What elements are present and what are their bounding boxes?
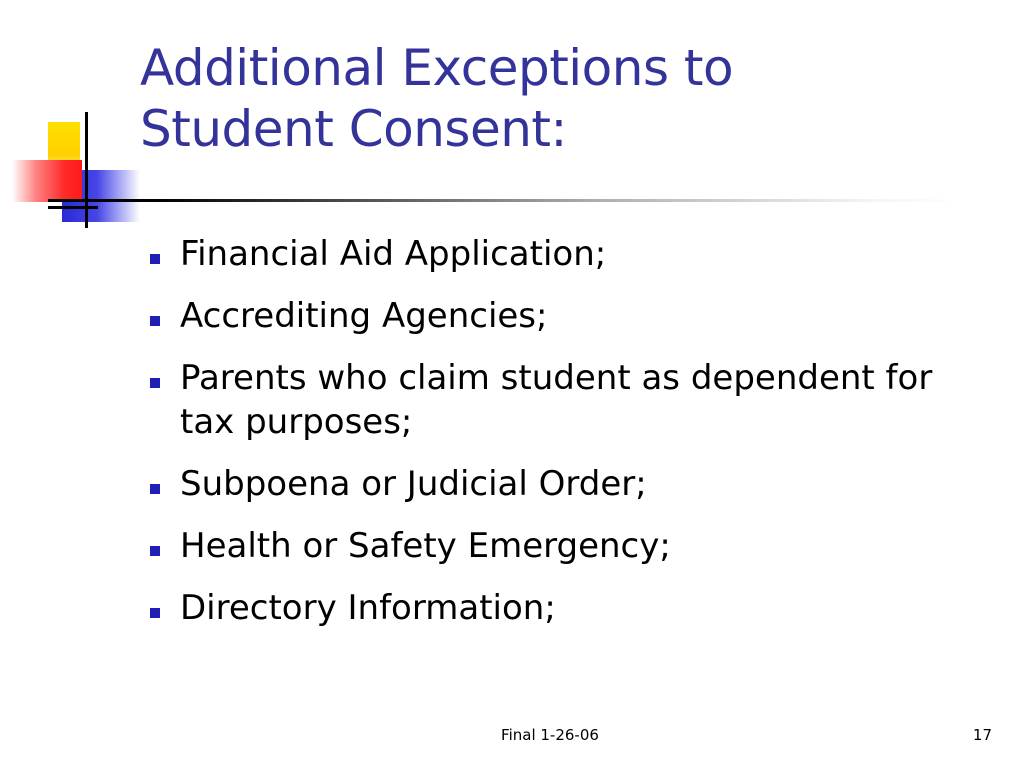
bullet-item (150, 294, 970, 338)
footer-date: Final 1-26-06 (501, 726, 599, 744)
vertical-rule (85, 112, 88, 228)
bullet-item (150, 462, 970, 506)
bullet-item (150, 586, 970, 630)
bullet-text: Health or Safety Emergency; (180, 526, 671, 566)
bullet-text: Subpoena or Judicial Order; (180, 464, 647, 504)
red-square-decoration (12, 160, 82, 202)
square-bullet-icon (150, 316, 160, 326)
bullet-text: Directory Information; (180, 588, 556, 628)
bullet-text: Parents who claim student as dependent for tax purposes; (180, 358, 933, 442)
bullet-item (150, 232, 970, 276)
square-bullet-icon (150, 254, 160, 264)
bullet-text: Accrediting Agencies; (180, 296, 548, 336)
short-horizontal-rule (48, 206, 98, 209)
slide-title-line-1: Additional Exceptions to (140, 39, 734, 97)
bullet-item (150, 356, 970, 444)
bullet-text: Financial Aid Application; (180, 234, 607, 274)
title-underline-rule (48, 199, 960, 202)
page-number: 17 (972, 726, 992, 744)
square-bullet-icon (150, 378, 160, 388)
bullet-list (150, 232, 970, 648)
square-bullet-icon (150, 484, 160, 494)
bullet-item (150, 524, 970, 568)
slide-title (140, 38, 980, 160)
slide-title-line-2: Student Consent: (140, 100, 567, 158)
square-bullet-icon (150, 546, 160, 556)
square-bullet-icon (150, 608, 160, 618)
